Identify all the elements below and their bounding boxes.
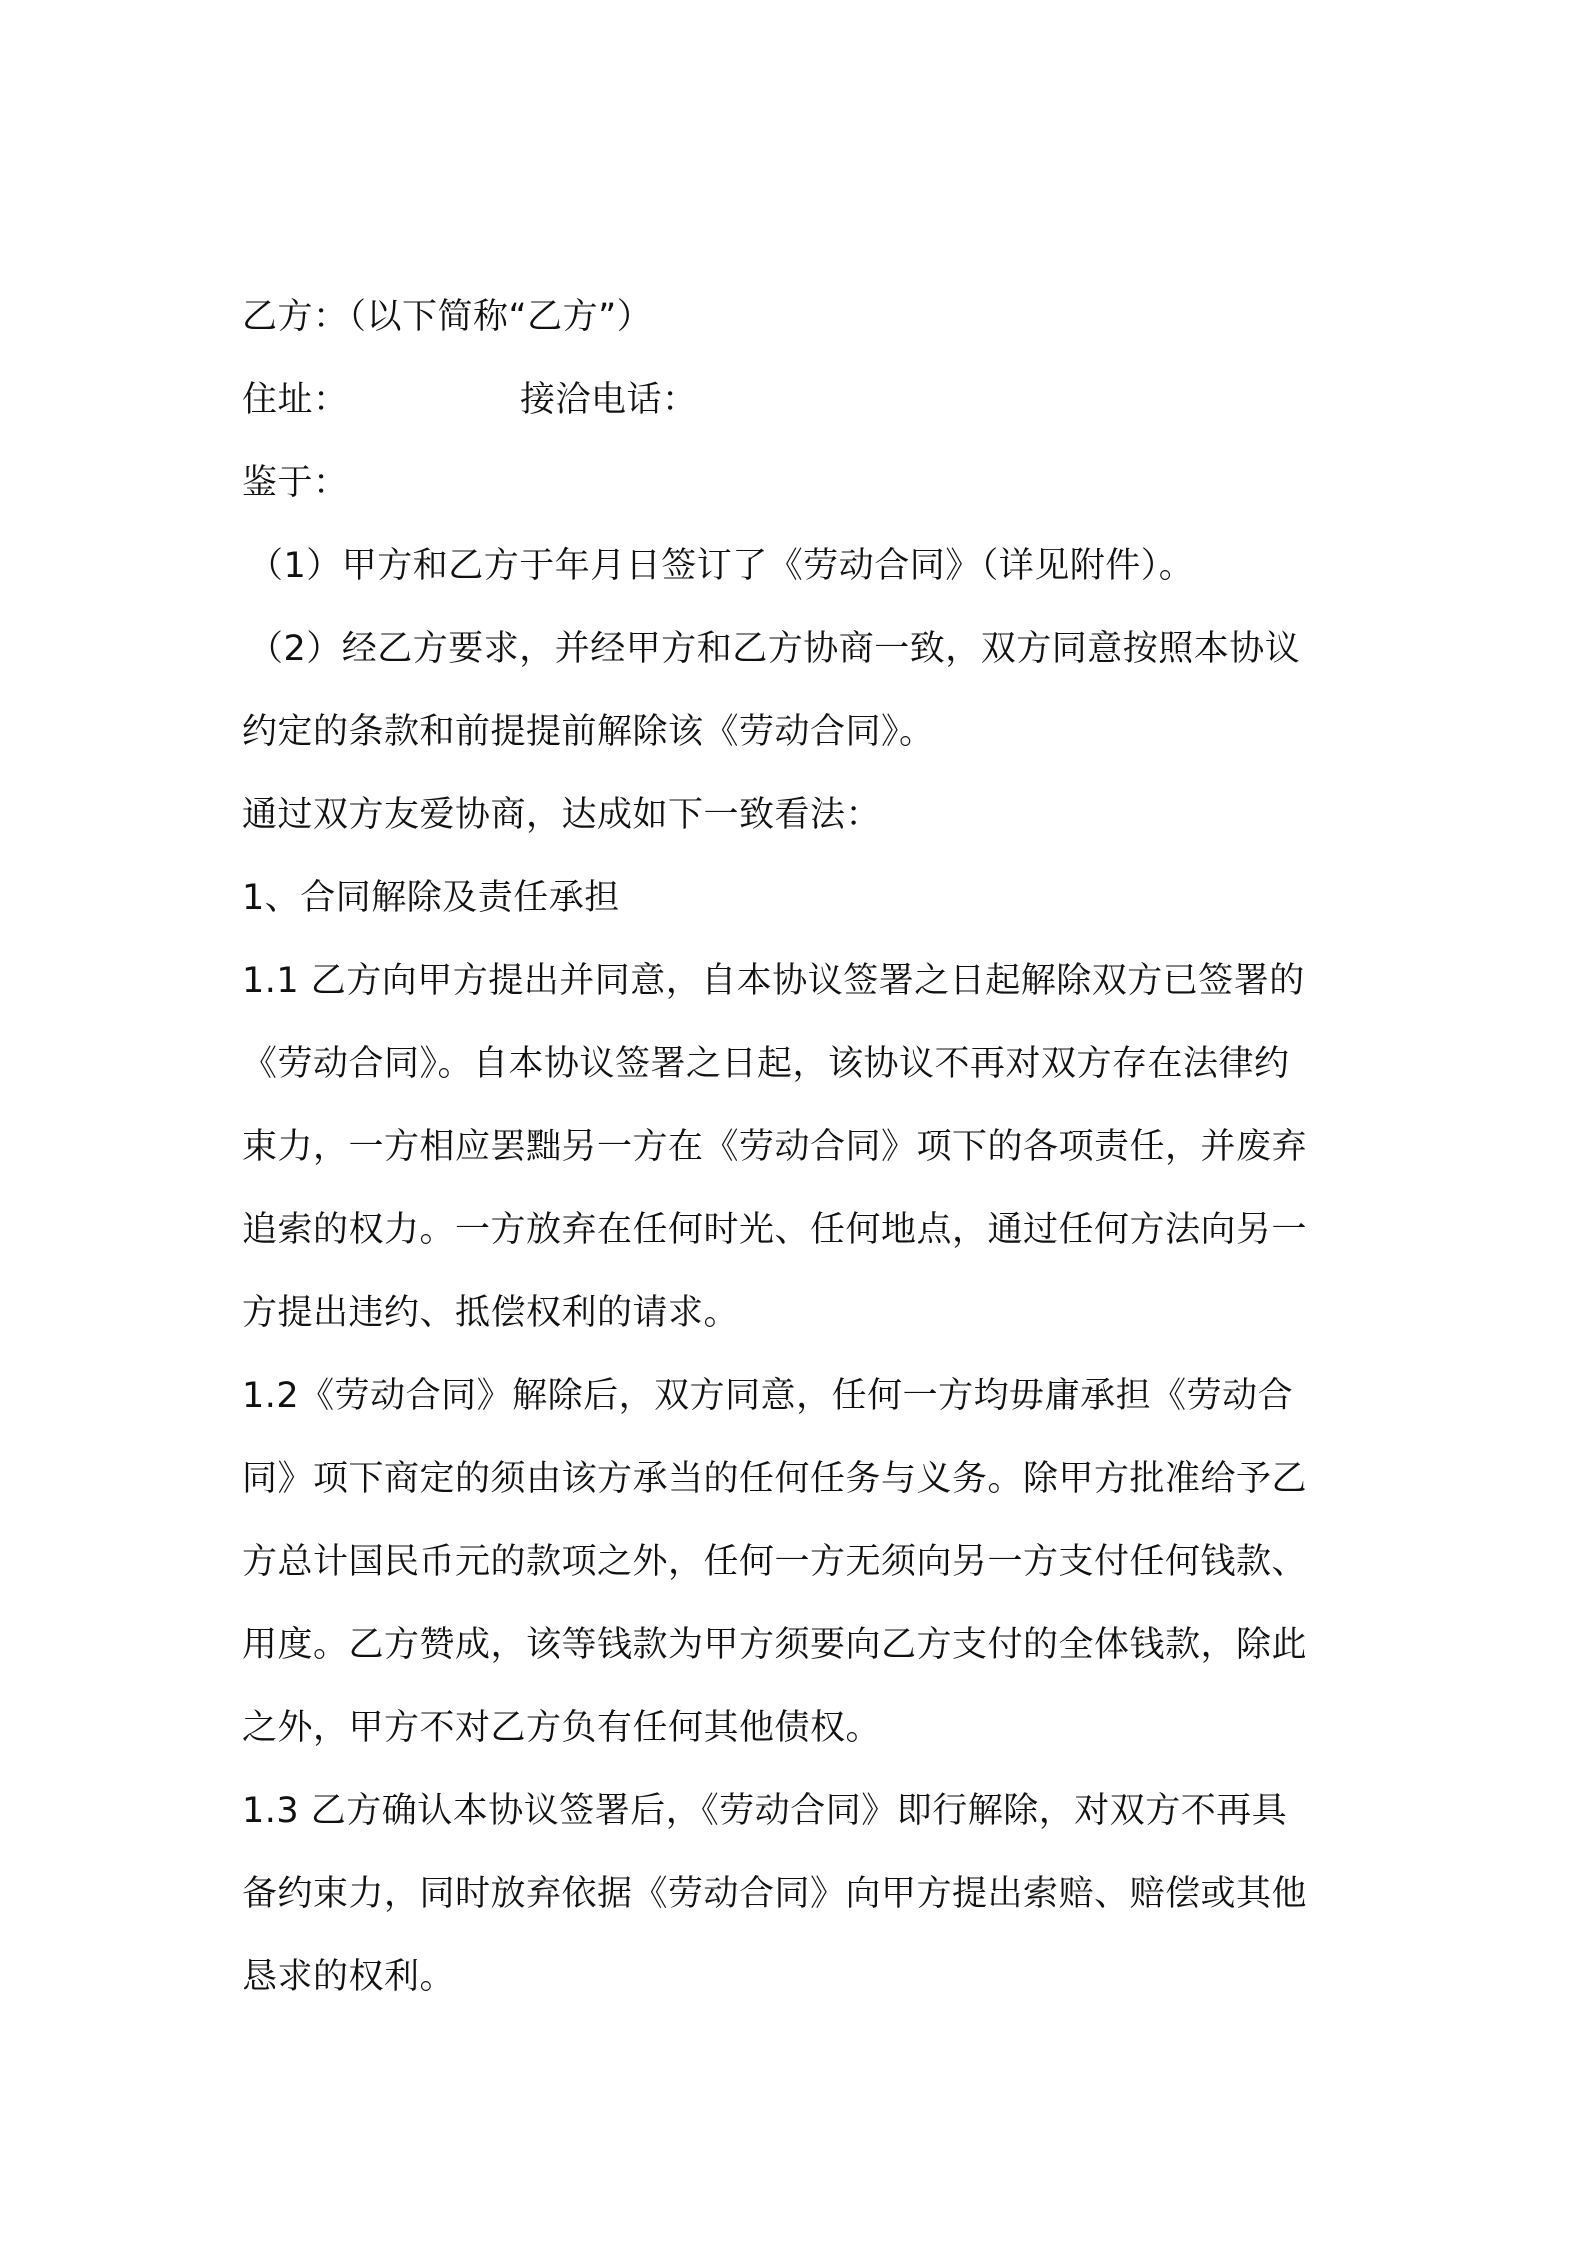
recital-2-continued: 约定的条款和前提提前解除该《劳动合同》。 xyxy=(242,712,935,752)
clause-1-2-line: 用度。乙方赞成，该等钱款为甲方须要向乙方支付的全体钱款，除此 xyxy=(242,1625,1308,1665)
section-1-title: 1、合同解除及责任承担 xyxy=(242,878,620,918)
clause-1-2-line: 1.2《劳动合同》解除后，双方同意，任何一方均毋庸承担《劳动合 xyxy=(242,1376,1294,1416)
clause-1-1-line: 1.1 乙方向甲方提出并同意，自本协议签署之日起解除双方已签署的 xyxy=(242,961,1305,1001)
address-label: 住址： xyxy=(242,380,349,420)
clause-1-3-line: 恳求的权利。 xyxy=(242,1957,456,1997)
document-body xyxy=(242,276,1362,2019)
clause-1-1-line: 束力，一方相应罢黜另一方在《劳动合同》项下的各项责任，并废弃 xyxy=(242,1127,1308,1167)
clause-1-2-line: 之外，甲方不对乙方负有任何其他债权。 xyxy=(242,1708,882,1748)
whereas-heading: 鉴于： xyxy=(242,463,349,503)
contact-line xyxy=(242,359,1362,442)
clause-1-3-line: 备约束力，同时放弃依据《劳动合同》向甲方提出索赔、赔偿或其他 xyxy=(242,1874,1308,1914)
clause-1-3-line: 1.3 乙方确认本协议签署后，《劳动合同》即行解除，对双方不再具 xyxy=(242,1791,1288,1831)
recital-1: （1）甲方和乙方于年月日签订了《劳动合同》（详见附件）。 xyxy=(248,546,1195,586)
agreement-intro: 通过双方友爱协商，达成如下一致看法： xyxy=(242,795,882,835)
clause-1-1-line: 《劳动合同》。自本协议签署之日起，该协议不再对双方存在法律约 xyxy=(242,1044,1290,1084)
clause-1-2-line: 同》项下商定的须由该方承当的任何任务与义务。除甲方批准给予乙 xyxy=(242,1459,1308,1499)
clause-1-1-line: 方提出违约、抵偿权利的请求。 xyxy=(242,1293,740,1333)
clause-1-1-line: 追索的权力。一方放弃在任何时光、任何地点，通过任何方法向另一 xyxy=(242,1210,1308,1250)
phone-label: 接洽电话： xyxy=(520,380,698,420)
clause-1-2-line: 方总计国民币元的款项之外，任何一方无须向另一方支付任何钱款、 xyxy=(242,1542,1308,1582)
recital-2: （2）经乙方要求，并经甲方和乙方协商一致，双方同意按照本协议 xyxy=(248,629,1301,669)
party-b-line: 乙方：（以下简称“乙方”） xyxy=(242,297,653,337)
